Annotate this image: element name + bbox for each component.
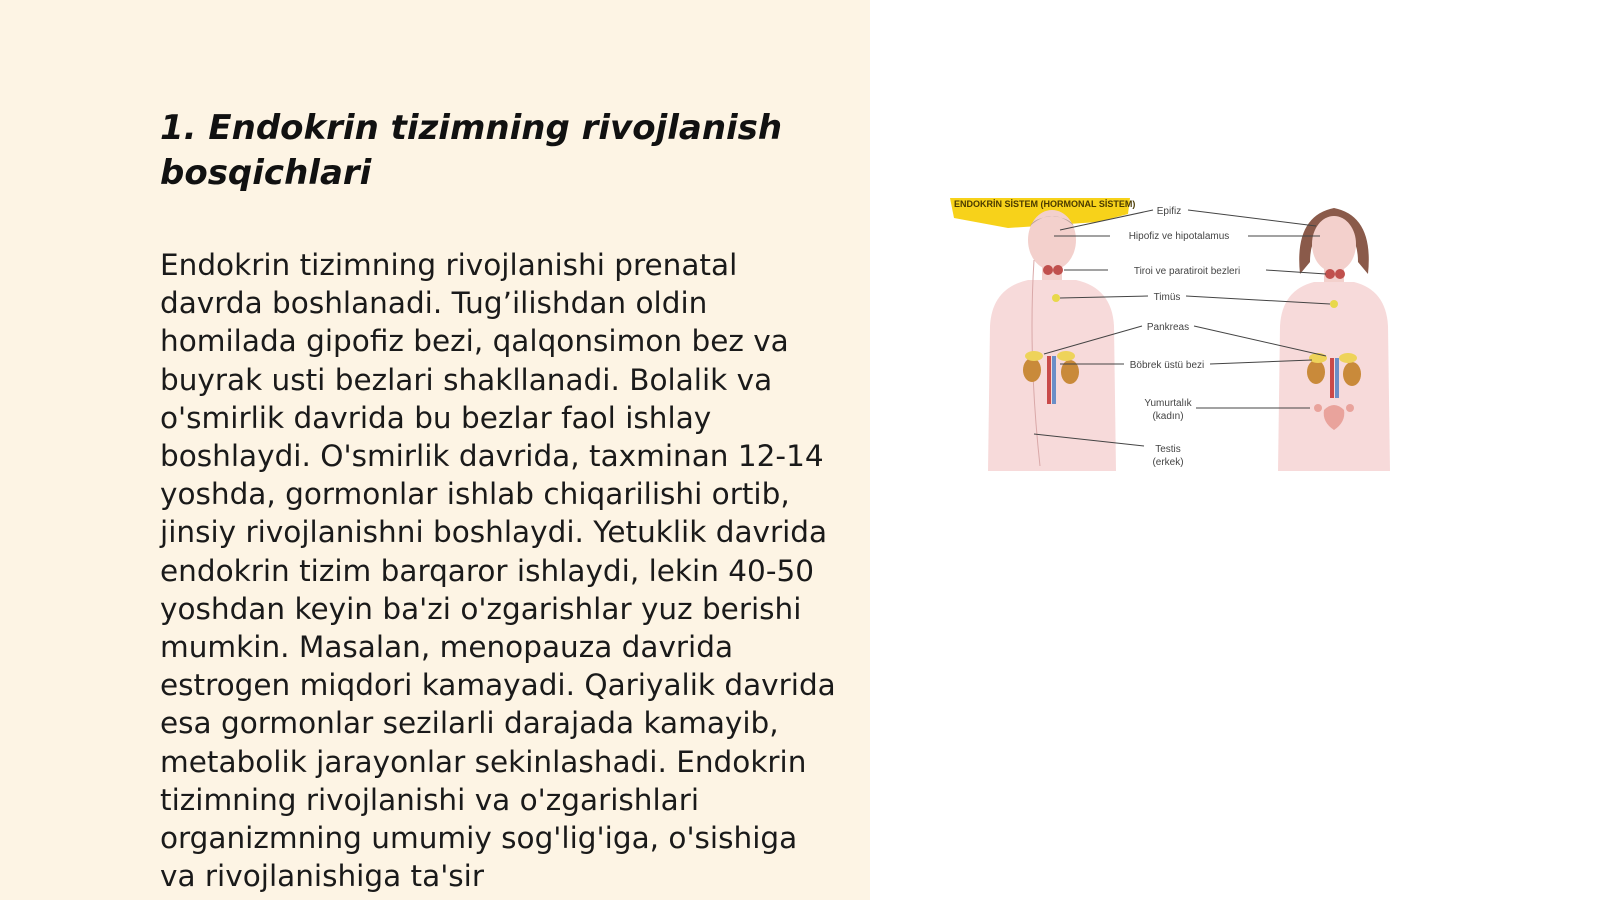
female-thymus-icon [1330, 300, 1338, 308]
male-body-illustration [988, 210, 1116, 471]
diagram-title: ENDOKRİN SİSTEM (HORMONAL SİSTEM) [954, 199, 1136, 209]
label-yumurtalik: Yumurtalık [1144, 398, 1192, 409]
label-pankreas: Pankreas [1146, 322, 1190, 333]
male-kidney-icon [1023, 358, 1041, 382]
female-kidney-icon [1307, 360, 1325, 384]
label-bobrek: Böbrek üstü bezi [1129, 360, 1205, 371]
endocrine-system-diagram [948, 196, 1408, 486]
label-yumurtalik-note: (kadın) [1152, 411, 1184, 422]
label-testis: Testis [1155, 444, 1181, 455]
label-timus: Timüs [1153, 292, 1181, 303]
slide-heading: 1. Endokrin tizimning rivojlanish bosqichlari [160, 108, 783, 193]
label-epifiz: Epifiz [1156, 206, 1182, 217]
label-tiroid: Tiroi ve paratiroit bezleri [1133, 266, 1241, 277]
endocrine-diagram-svg [948, 196, 1408, 486]
label-hipofiz: Hipofiz ve hipotalamus [1128, 231, 1230, 242]
male-thyroid-icon [1043, 265, 1053, 275]
female-body-illustration [1278, 208, 1390, 471]
male-thymus-icon [1052, 294, 1060, 302]
label-testis-note: (erkek) [1152, 457, 1184, 468]
slide-body-text: Endokrin tizimning rivojlanishi prenatal davrda boshlanadi. Tug’ilishdan oldin homilada gipofiz bezi, qalqonsimon bez va buyrak usti bezlari shakllanadi. Bolalik va o'smirlik davrida bu bezlar faol ishlay boshlaydi. O'smirlik davrida, taxminan 12-14 yoshda, gormonlar ishlab chiqarilishi ortib, jinsiy rivojlanishni boshlaydi. Yetuklik davrida endokrin tizim barqaror ishlaydi, lekin 40-50 yoshdan keyin ba'zi o'zgarishlar yuz berishi mumkin. Masalan, menopauza davrida estrogen miqdori kamayadi. Qariyalik davrida esa gormonlar sezilarli darajada kamayib, metabolik jarayonlar sekinlashadi. Endokrin tizimning rivojlanishi va o'zgarishlari organizmning umumiy sog'lig'iga, o'sishiga va rivojlanishiga ta'sir [160, 248, 836, 894]
female-thyroid-icon [1325, 269, 1335, 279]
